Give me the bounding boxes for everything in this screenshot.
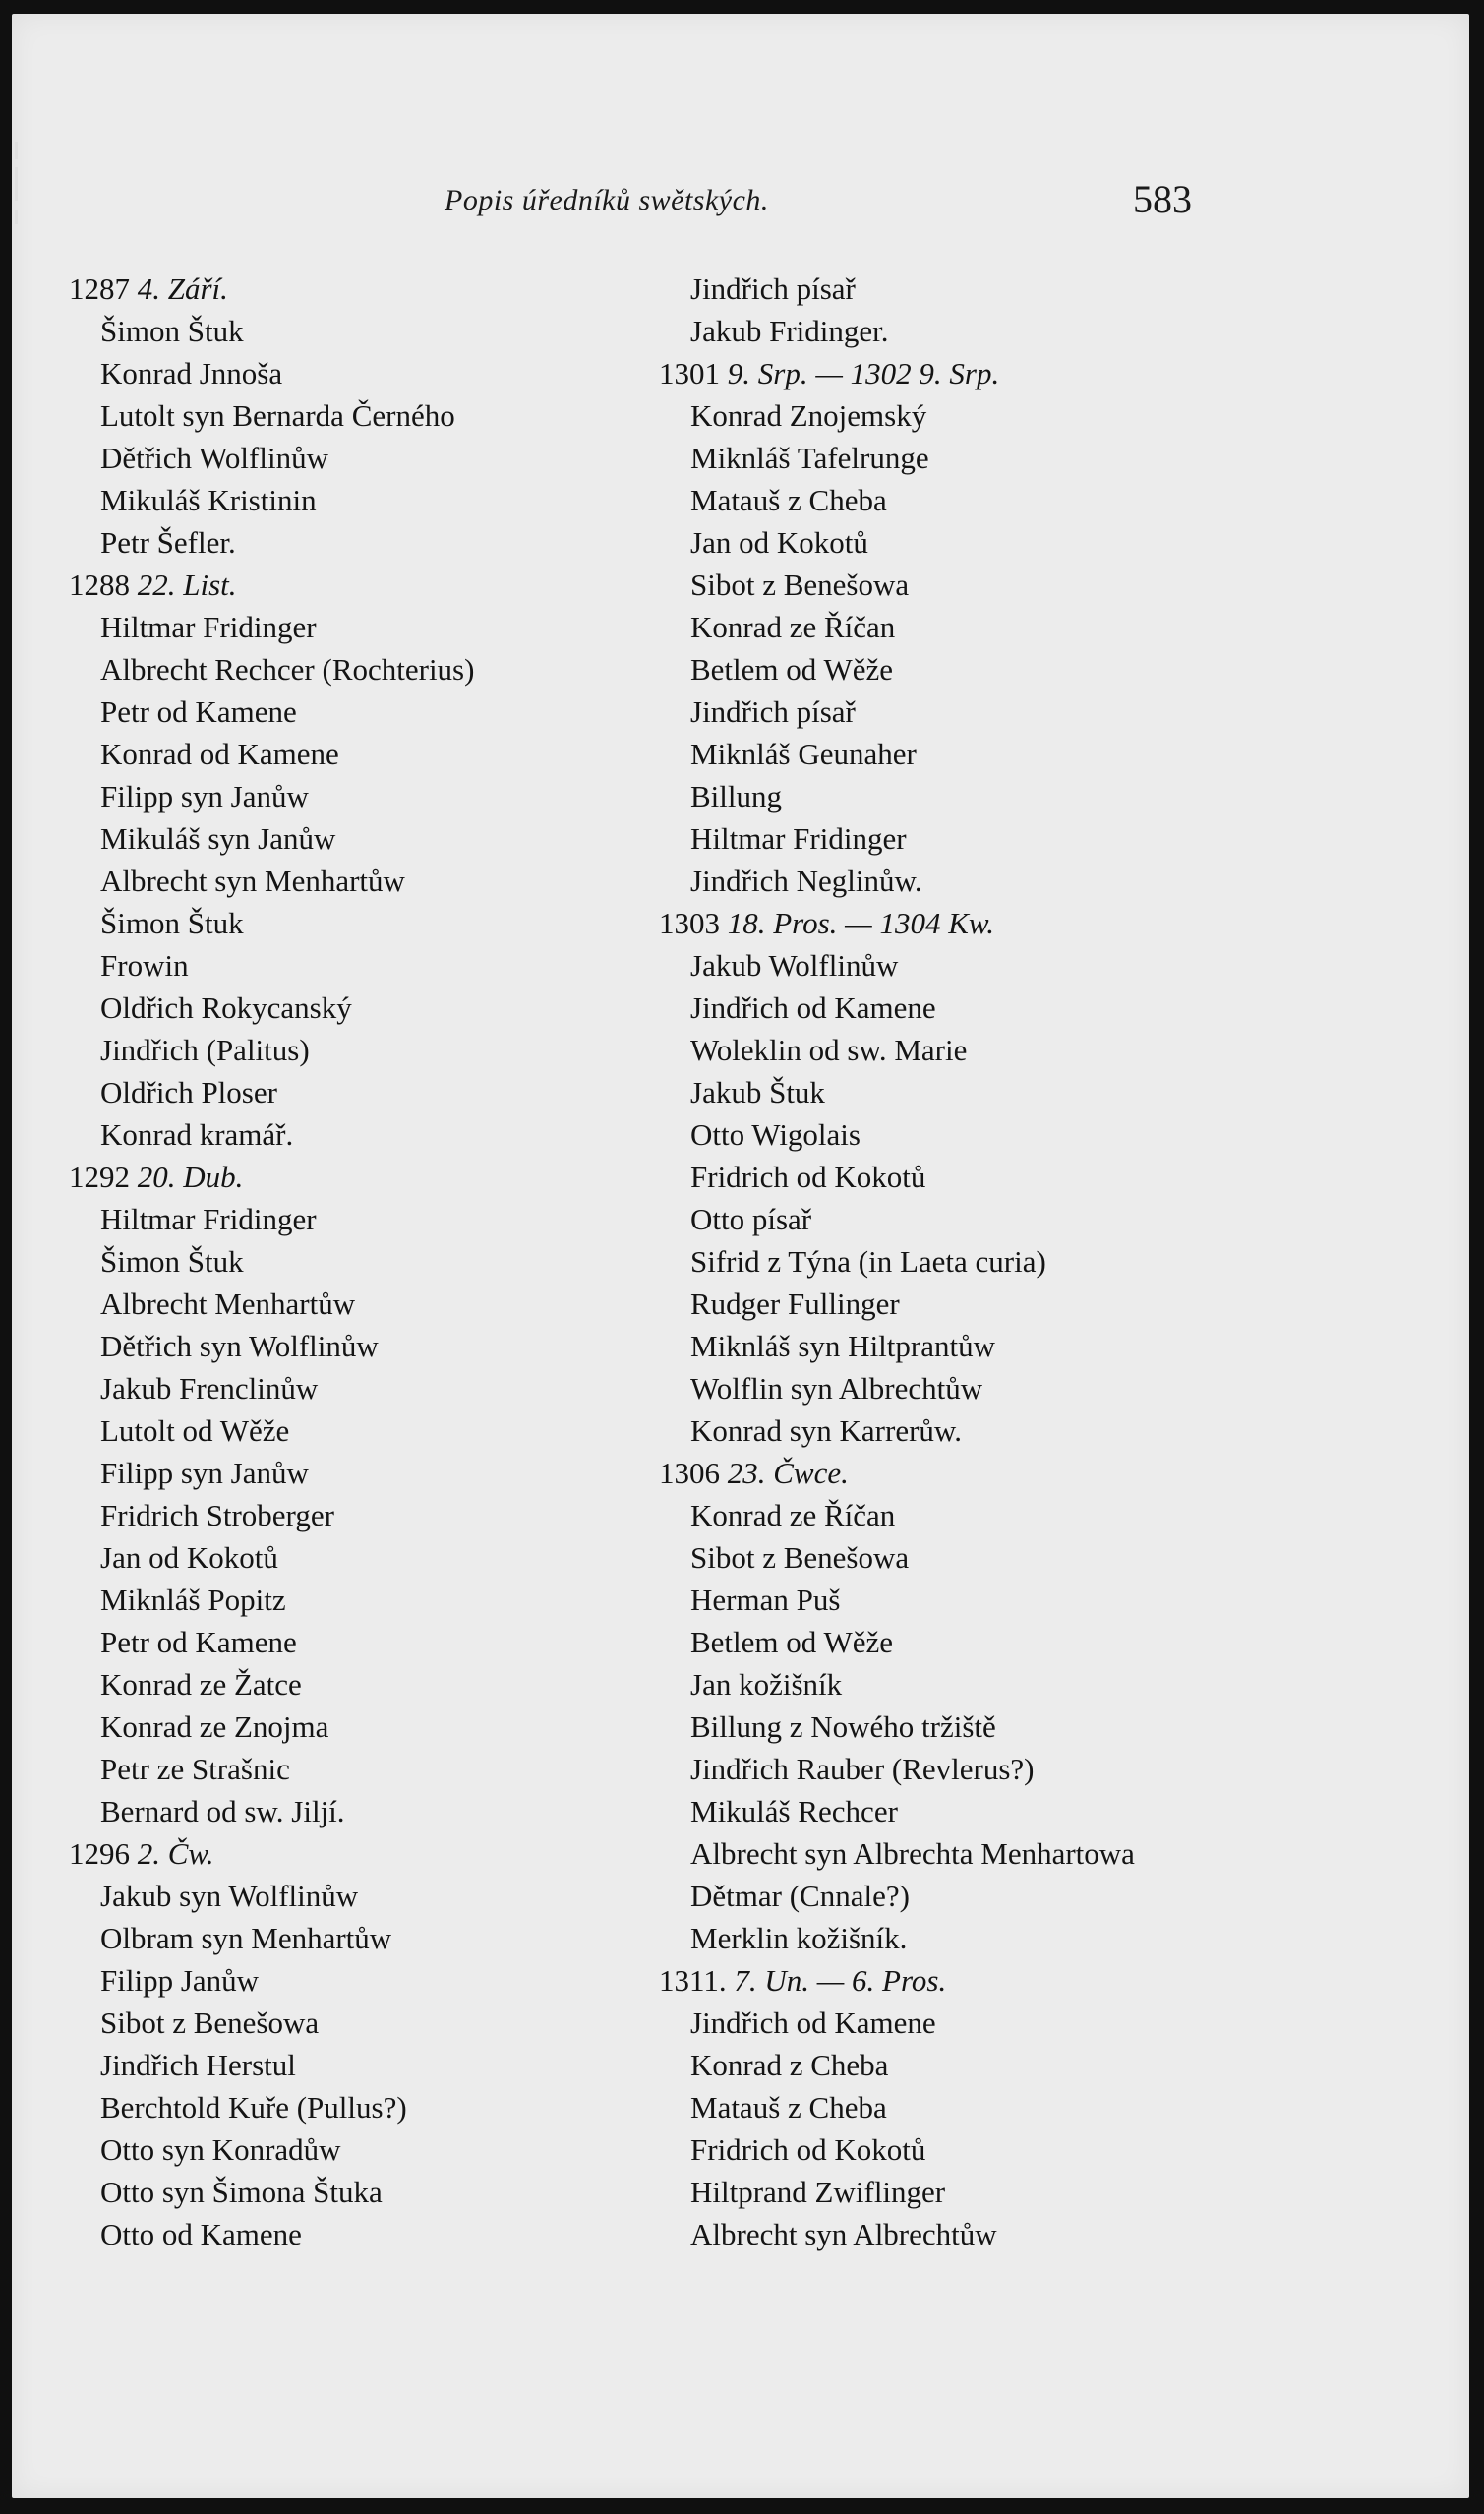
- official-name: Hiltmar Fridinger: [100, 610, 317, 644]
- official-name: Jan kožišník: [690, 1667, 843, 1702]
- official-name: Matauš z Cheba: [690, 2090, 887, 2125]
- official-name: Frowin: [100, 948, 189, 983]
- date-rest: 20. Dub.: [137, 1160, 244, 1194]
- official-name: Jindřich Neglinůw.: [690, 864, 922, 898]
- official-name: Konrad ze Říčan: [690, 1498, 896, 1532]
- official-name: Jakub Fridinger.: [690, 314, 889, 348]
- date-heading: [69, 1832, 659, 1875]
- official-name: Sifrid z Týna (in Laeta curia): [690, 1244, 1046, 1279]
- date-year: 1288: [69, 568, 130, 602]
- official-name: Olbram syn Menhartůw: [100, 1921, 392, 1955]
- official-name: Jan od Kokotů: [100, 1540, 278, 1575]
- official-name: Filipp syn Janůw: [100, 779, 309, 813]
- official-name: Albrecht syn Menhartůw: [100, 864, 405, 898]
- date-rest: 7. Un. — 6. Pros.: [734, 1963, 947, 1998]
- official-name: Woleklin od sw. Marie: [690, 1033, 968, 1067]
- official-name: Fridrich Stroberger: [100, 1498, 334, 1532]
- official-name: Konrad Jnnoša: [100, 356, 283, 390]
- official-name: Berchtold Kuře (Pullus?): [100, 2090, 407, 2125]
- official-name: Jakub Frenclinůw: [100, 1371, 319, 1406]
- official-name: Albrecht Rechcer (Rochterius): [100, 652, 475, 687]
- date-rest: 23. Čwce.: [727, 1456, 849, 1490]
- official-name: Bernard od sw. Jiljí.: [100, 1794, 345, 1828]
- official-name: Dětřich syn Wolflinůw: [100, 1329, 379, 1363]
- official-name: Jindřich Rauber (Revlerus?): [690, 1752, 1035, 1786]
- official-name: Betlem od Wěže: [690, 1625, 894, 1659]
- official-name: Petr Šefler.: [100, 525, 236, 560]
- official-name: Konrad ze Říčan: [690, 610, 896, 644]
- official-name: Mikuláš Kristinin: [100, 483, 317, 517]
- date-rest: 4. Září.: [137, 271, 228, 306]
- official-name: Šimon Štuk: [100, 906, 244, 940]
- date-year: 1311.: [659, 1963, 727, 1998]
- date-year: 1301: [659, 356, 720, 390]
- official-name: Billung z Nowého tržiště: [690, 1709, 996, 1744]
- official-name: Jindřich písař: [690, 271, 856, 306]
- official-name: Mikuláš syn Janůw: [100, 821, 336, 856]
- date-heading: [69, 564, 659, 606]
- official-name: Mikuláš Rechcer: [690, 1794, 898, 1828]
- date-rest: 9. Srp. — 1302 9. Srp.: [727, 356, 1000, 390]
- date-rest: 2. Čw.: [137, 1836, 214, 1871]
- official-name: Jindřich od Kamene: [690, 2005, 936, 2040]
- official-name: Albrecht Menhartůw: [100, 1287, 356, 1321]
- official-name: Otto od Kamene: [100, 2217, 302, 2251]
- date-heading: [659, 1452, 1446, 1494]
- official-name: Jakub syn Wolflinůw: [100, 1879, 359, 1913]
- running-title: Popis úředníků swětských.: [445, 184, 769, 216]
- date-heading: [659, 1959, 1446, 2002]
- official-name: Herman Puš: [690, 1583, 841, 1617]
- official-name: Miknláš Popitz: [100, 1583, 286, 1617]
- official-name: Oldřich Ploser: [100, 1075, 277, 1109]
- official-name: Konrad syn Karrerůw.: [690, 1413, 963, 1448]
- official-name: Konrad od Kamene: [100, 737, 339, 771]
- official-name: Sibot z Benešowa: [690, 568, 910, 602]
- official-name: Lutolt syn Bernarda Černého: [100, 398, 455, 433]
- date-heading: [659, 352, 1446, 394]
- official-name: Filipp syn Janůw: [100, 1456, 309, 1490]
- official-name: Petr ze Strašnic: [100, 1752, 290, 1786]
- official-name: Sibot z Benešowa: [100, 2005, 320, 2040]
- official-name: Wolflin syn Albrechtůw: [690, 1371, 983, 1406]
- official-name: Hiltmar Fridinger: [690, 821, 907, 856]
- official-name: Jakub Štuk: [690, 1075, 825, 1109]
- official-name: Hiltmar Fridinger: [100, 1202, 317, 1236]
- official-name: Petr od Kamene: [100, 1625, 297, 1659]
- official-name: Konrad ze Znojma: [100, 1709, 329, 1744]
- official-name: Konrad z Cheba: [690, 2048, 889, 2082]
- official-name: Jakub Wolflinůw: [690, 948, 899, 983]
- official-name: Jindřich Herstul: [100, 2048, 296, 2082]
- date-year: 1287: [69, 271, 130, 306]
- official-name: Oldřich Rokycanský: [100, 990, 352, 1025]
- official-name: Fridrich od Kokotů: [690, 2132, 926, 2167]
- official-name: Konrad Znojemský: [690, 398, 927, 433]
- official-name: Lutolt od Wěže: [100, 1413, 290, 1448]
- official-name: Petr od Kamene: [100, 694, 297, 729]
- official-name: Billung: [690, 779, 783, 813]
- official-name: Miknláš Geunaher: [690, 737, 917, 771]
- date-year: 1306: [659, 1456, 720, 1490]
- date-year: 1292: [69, 1160, 130, 1194]
- official-name: Sibot z Benešowa: [690, 1540, 910, 1575]
- official-name: Albrecht syn Albrechta Menhartowa: [690, 1836, 1135, 1871]
- official-name: Filipp Janůw: [100, 1963, 260, 1998]
- date-rest: 18. Pros. — 1304 Kw.: [727, 906, 995, 940]
- official-name: Otto písař: [690, 1202, 812, 1236]
- official-name: Betlem od Wěže: [690, 652, 894, 687]
- official-name: Miknláš syn Hiltprantůw: [690, 1329, 995, 1363]
- date-year: 1303: [659, 906, 720, 940]
- official-name: Dětřich Wolflinůw: [100, 441, 328, 475]
- official-name: Albrecht syn Albrechtůw: [690, 2217, 997, 2251]
- page-header: [12, 176, 1469, 235]
- date-rest: 22. List.: [137, 568, 237, 602]
- official-name: Matauš z Cheba: [690, 483, 887, 517]
- official-name: Fridrich od Kokotů: [690, 1160, 926, 1194]
- official-name: Šimon Štuk: [100, 1244, 244, 1279]
- book-page: [12, 14, 1469, 2498]
- official-name: Jindřich (Palitus): [100, 1033, 310, 1067]
- date-heading: [659, 902, 1446, 944]
- official-name: Šimon Štuk: [100, 314, 244, 348]
- official-name: Otto syn Šimona Štuka: [100, 2175, 383, 2209]
- official-name: Jan od Kokotů: [690, 525, 868, 560]
- page-number: 583: [1133, 177, 1192, 221]
- official-name: Konrad ze Žatce: [100, 1667, 302, 1702]
- official-name: Rudger Fullinger: [690, 1287, 900, 1321]
- official-name: Jindřich od Kamene: [690, 990, 936, 1025]
- right-column: [659, 268, 1446, 2255]
- date-heading: [69, 268, 659, 310]
- official-name: Hiltprand Zwiflinger: [690, 2175, 946, 2209]
- official-name: Merklin kožišník.: [690, 1921, 908, 1955]
- official-name: Otto syn Konradůw: [100, 2132, 341, 2167]
- official-name: Miknláš Tafelrunge: [690, 441, 929, 475]
- official-name: Konrad kramář.: [100, 1117, 294, 1152]
- date-heading: [69, 1156, 659, 1198]
- official-name: Dětmar (Cnnale?): [690, 1879, 910, 1913]
- official-name: Otto Wigolais: [690, 1117, 861, 1152]
- official-name: Jindřich písař: [690, 694, 856, 729]
- left-column: [69, 268, 659, 2255]
- date-year: 1296: [69, 1836, 130, 1871]
